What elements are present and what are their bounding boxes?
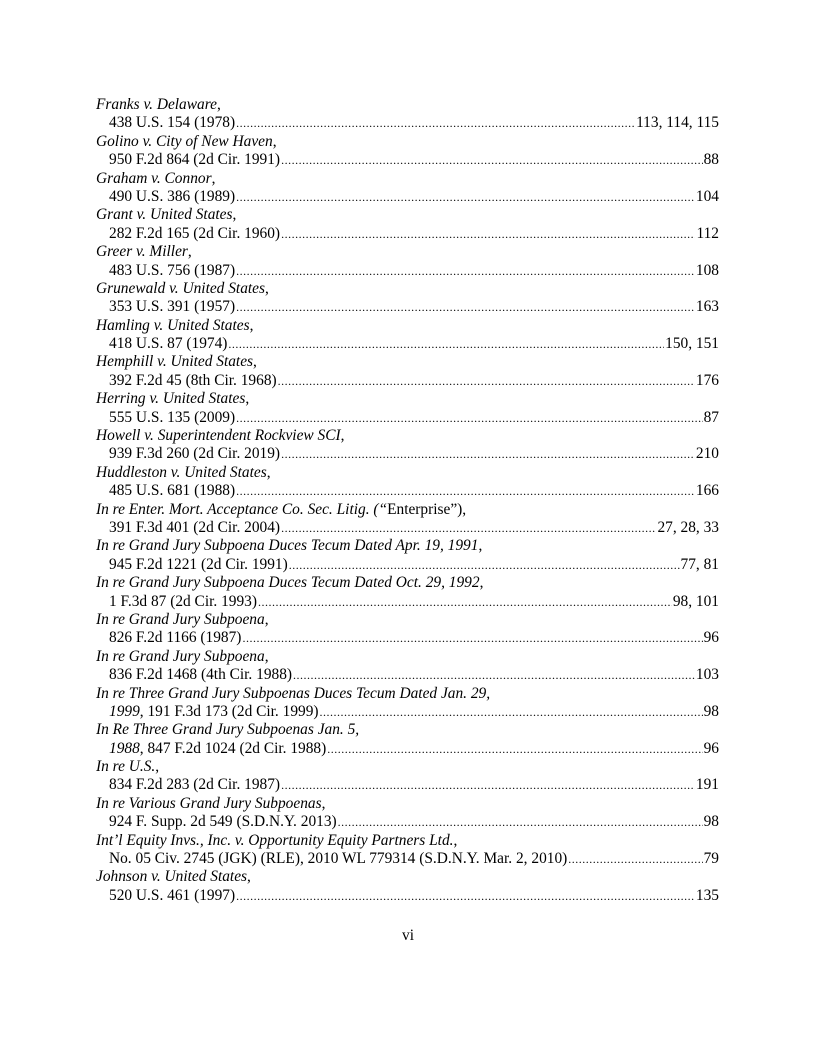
case-name (96, 206, 719, 224)
citation-text: 834 F.2d 283 (2d Cir. 1987) (109, 776, 281, 794)
case-name-tail: , (253, 353, 257, 371)
citation-text: 555 U.S. 135 (2009) (109, 408, 236, 426)
page-references: 98 (703, 702, 719, 720)
authority-entry (96, 832, 719, 869)
case-name-text: Franks v. Delaware (96, 96, 217, 113)
case-name-tail: , (479, 574, 484, 592)
citation-text: 1 F.3d 87 (2d Cir. 1993) (109, 592, 257, 610)
dot-leader (293, 666, 695, 684)
citation (109, 151, 280, 169)
case-name-tail: , (249, 316, 254, 334)
citation-line (96, 372, 719, 390)
authority-entry (96, 795, 719, 832)
dot-leader (236, 188, 695, 206)
authority-entry (96, 648, 719, 685)
citation (109, 740, 326, 758)
page-references: 135 (695, 886, 719, 904)
case-name-tail: , (232, 206, 237, 224)
authority-entry (96, 721, 719, 758)
page-references: 210 (695, 445, 719, 463)
case-name (96, 685, 719, 703)
case-name (96, 758, 719, 776)
dot-leader (338, 813, 703, 831)
authority-entry (96, 280, 719, 317)
case-name (96, 133, 719, 151)
page-references: 103 (695, 666, 719, 684)
authority-entry (96, 464, 719, 501)
page-references: 163 (695, 298, 719, 316)
case-name-tail: , (478, 537, 483, 555)
dot-leader (320, 703, 703, 721)
authority-entry (96, 206, 719, 243)
page-references: 98, 101 (672, 592, 719, 610)
case-name (96, 795, 719, 813)
citation-line (96, 556, 719, 574)
case-name (96, 243, 719, 261)
page-references: 96 (703, 629, 719, 647)
dot-leader (236, 262, 695, 280)
citation-text: 353 U.S. 391 (1957) (109, 298, 236, 316)
authority-entry (96, 96, 719, 133)
authority-entry (96, 758, 719, 795)
case-name (96, 390, 719, 408)
citation-italic: 1999 (109, 702, 140, 720)
citation (109, 776, 280, 794)
case-name (96, 537, 719, 555)
case-name-text: In re Grand Jury Subpoena Duces Tecum Dated Oct. 29, 1992 (96, 574, 480, 592)
citation (109, 593, 257, 611)
case-name (96, 317, 719, 335)
case-name-tail: , (216, 96, 221, 113)
page-references: 87 (703, 408, 719, 426)
citation-text: 391 F.3d 401 (2d Cir. 2004) (109, 518, 281, 536)
dot-leader (568, 850, 702, 868)
case-name-tail: , (453, 831, 458, 849)
case-name-tail: , (272, 132, 277, 150)
page-references: 166 (695, 482, 719, 500)
citation-text: 438 U.S. 154 (1978) (109, 114, 236, 132)
authority-entry (96, 133, 719, 170)
authority-entry (96, 243, 719, 280)
page-references: 176 (695, 371, 719, 389)
case-name-text: In re Grand Jury Subpoena (96, 610, 265, 628)
case-name (96, 170, 719, 188)
citation-line (96, 114, 719, 132)
case-name-tail: , (245, 390, 250, 408)
page-references: 98 (703, 813, 719, 831)
citation (109, 409, 235, 427)
citation-line (96, 188, 719, 206)
case-name-tail: , (266, 463, 271, 481)
case-name-text: Int’l Equity Invs., Inc. v. Opportunity Equity Partners Ltd. (96, 831, 454, 849)
citation-text: 392 F.2d 45 (8th Cir. 1968) (109, 371, 277, 389)
citation (109, 850, 567, 868)
authority-entry (96, 868, 719, 905)
citation (109, 114, 235, 132)
case-name-text: Howell v. Superintendent Rockview SCI (96, 427, 341, 445)
dot-leader (281, 776, 695, 794)
page-references: 150, 151 (665, 335, 719, 353)
page-references: 27, 28, 33 (657, 518, 719, 536)
citation-text: 939 F.3d 260 (2d Cir. 2019) (109, 445, 281, 463)
authority-entry (96, 427, 719, 464)
page-references: 108 (695, 261, 719, 279)
citation-text: 520 U.S. 461 (1997) (109, 886, 236, 904)
citation-line (96, 593, 719, 611)
authority-entry (96, 574, 719, 611)
page-references: 104 (695, 187, 719, 205)
citation-line (96, 151, 719, 169)
citation (109, 556, 288, 574)
authority-entry (96, 390, 719, 427)
dot-leader (327, 740, 702, 758)
case-name (96, 611, 719, 629)
case-name-text: Greer v. Miller (96, 243, 188, 261)
case-name-tail: Enterprise”), (387, 500, 467, 518)
authority-entry (96, 317, 719, 354)
citation-text: 945 F.2d 1221 (2d Cir. 1991) (109, 555, 288, 573)
citation (109, 225, 280, 243)
citation (109, 813, 337, 831)
case-name (96, 96, 719, 114)
page-references: 77, 81 (680, 555, 719, 573)
dot-leader (236, 409, 702, 427)
case-name (96, 280, 719, 298)
authority-entry (96, 537, 719, 574)
dot-leader (236, 482, 695, 500)
dot-leader (236, 114, 635, 132)
citation-line (96, 409, 719, 427)
citation (109, 703, 319, 721)
case-name-text: Johnson v. United States (96, 868, 248, 886)
citation (109, 887, 235, 905)
citation-text: 924 F. Supp. 2d 549 (S.D.N.Y. 2013) (109, 813, 337, 831)
dot-leader (278, 372, 695, 390)
citation-text: 483 U.S. 756 (1987) (109, 261, 236, 279)
citation-line (96, 298, 719, 316)
case-name (96, 868, 719, 886)
case-name (96, 721, 719, 739)
citation-line (96, 629, 719, 647)
citation-text: 485 U.S. 681 (1988) (109, 482, 236, 500)
dot-leader (242, 629, 702, 647)
dot-leader (281, 151, 703, 169)
dot-leader (281, 519, 656, 537)
citation-line (96, 262, 719, 280)
dot-leader (281, 225, 695, 243)
citation-text: 282 F.2d 165 (2d Cir. 1960) (109, 224, 281, 242)
page-references: 79 (703, 850, 719, 868)
citation (109, 262, 235, 280)
citation-line (96, 776, 719, 794)
citation-line (96, 850, 719, 868)
dot-leader (289, 556, 680, 574)
citation-text: No. 05 Civ. 2745 (JGK) (RLE), 2010 WL 779314 (S.D.N.Y. Mar. 2, 2010) (109, 850, 568, 868)
citation-line (96, 813, 719, 831)
citation-line (96, 703, 719, 721)
dot-leader (236, 298, 695, 316)
authority-entry (96, 685, 719, 722)
citation-text: , 191 F.3d 173 (2d Cir. 1999) (139, 702, 319, 720)
case-name-tail: , (264, 610, 269, 628)
citation-text: , 847 F.2d 1024 (2d Cir. 1988) (139, 739, 327, 757)
citation (109, 629, 241, 647)
case-name-text: Grunewald v. United States (96, 279, 265, 297)
page-references: 191 (695, 776, 719, 794)
citation-line (96, 519, 719, 537)
citation-line (96, 225, 719, 243)
case-name-text: In Re Three Grand Jury Subpoenas Jan. 5, (96, 721, 360, 739)
case-name (96, 648, 719, 666)
authority-entry (96, 611, 719, 648)
citation (109, 188, 235, 206)
page-references: 96 (703, 739, 719, 757)
page-references: 113, 114, 115 (636, 114, 719, 132)
case-name (96, 574, 719, 592)
case-name (96, 832, 719, 850)
case-name-tail: , (247, 868, 251, 886)
case-name-text: In re Grand Jury Subpoena Duces Tecum Dated Apr. 19, 1991 (96, 537, 479, 555)
page-references: 112 (696, 224, 719, 242)
citation-text: 418 U.S. 87 (1974) (109, 335, 228, 353)
case-name-text: Huddleston v. United States (96, 463, 267, 481)
case-name-tail: , (340, 427, 345, 445)
case-name-text: Hamling v. United States (96, 316, 250, 334)
table-of-authorities (96, 96, 719, 905)
case-name-tail: , (211, 169, 216, 187)
case-name-text: Herring v. United States (96, 390, 246, 408)
case-name-tail: , (187, 243, 192, 261)
page-number: vi (402, 927, 414, 944)
case-name-tail: , (321, 794, 326, 812)
citation (109, 519, 280, 537)
citation-text: 836 F.2d 1468 (4th Cir. 1988) (109, 666, 293, 684)
case-name (96, 501, 719, 519)
case-name-text: In re Grand Jury Subpoena (96, 647, 265, 665)
citation (109, 445, 280, 463)
dot-leader (236, 887, 695, 905)
case-name (96, 353, 719, 371)
case-name (96, 427, 719, 445)
citation-line (96, 482, 719, 500)
case-name (96, 464, 719, 482)
case-name-text: In re Three Grand Jury Subpoenas Duces Tecum Dated Jan. 29, (96, 684, 491, 702)
citation-text: 490 U.S. 386 (1989) (109, 187, 236, 205)
dot-leader (281, 445, 695, 463)
case-name-text: Graham v. Connor (96, 169, 212, 187)
citation-text: 826 F.2d 1166 (1987) (109, 629, 242, 647)
citation-line (96, 666, 719, 684)
citation (109, 372, 277, 390)
citation (109, 298, 235, 316)
dot-leader (258, 593, 672, 611)
citation-line (96, 335, 719, 353)
dot-leader (228, 335, 664, 353)
case-name-text: In re U.S. (96, 758, 156, 776)
citation (109, 482, 235, 500)
authority-entry (96, 170, 719, 207)
citation-line (96, 740, 719, 758)
authority-entry (96, 501, 719, 538)
citation (109, 335, 227, 353)
case-name-tail: , (155, 758, 160, 776)
case-name-text: In re Various Grand Jury Subpoenas (96, 794, 322, 812)
case-name-text: In re Enter. Mort. Acceptance Co. Sec. Litig. (“ (96, 500, 388, 518)
case-name-tail: , (264, 647, 269, 665)
case-name-text: Grant v. United States (96, 206, 233, 224)
case-name-tail: , (265, 279, 269, 297)
case-name-text: Golino v. City of New Haven (96, 132, 273, 150)
citation-text: 950 F.2d 864 (2d Cir. 1991) (109, 151, 281, 169)
authority-entry (96, 353, 719, 390)
page-references: 88 (703, 151, 719, 169)
case-name-text: Hemphill v. United States (96, 353, 254, 371)
citation-line (96, 887, 719, 905)
citation-italic: 1988 (109, 739, 140, 757)
citation-line (96, 445, 719, 463)
citation (109, 666, 292, 684)
